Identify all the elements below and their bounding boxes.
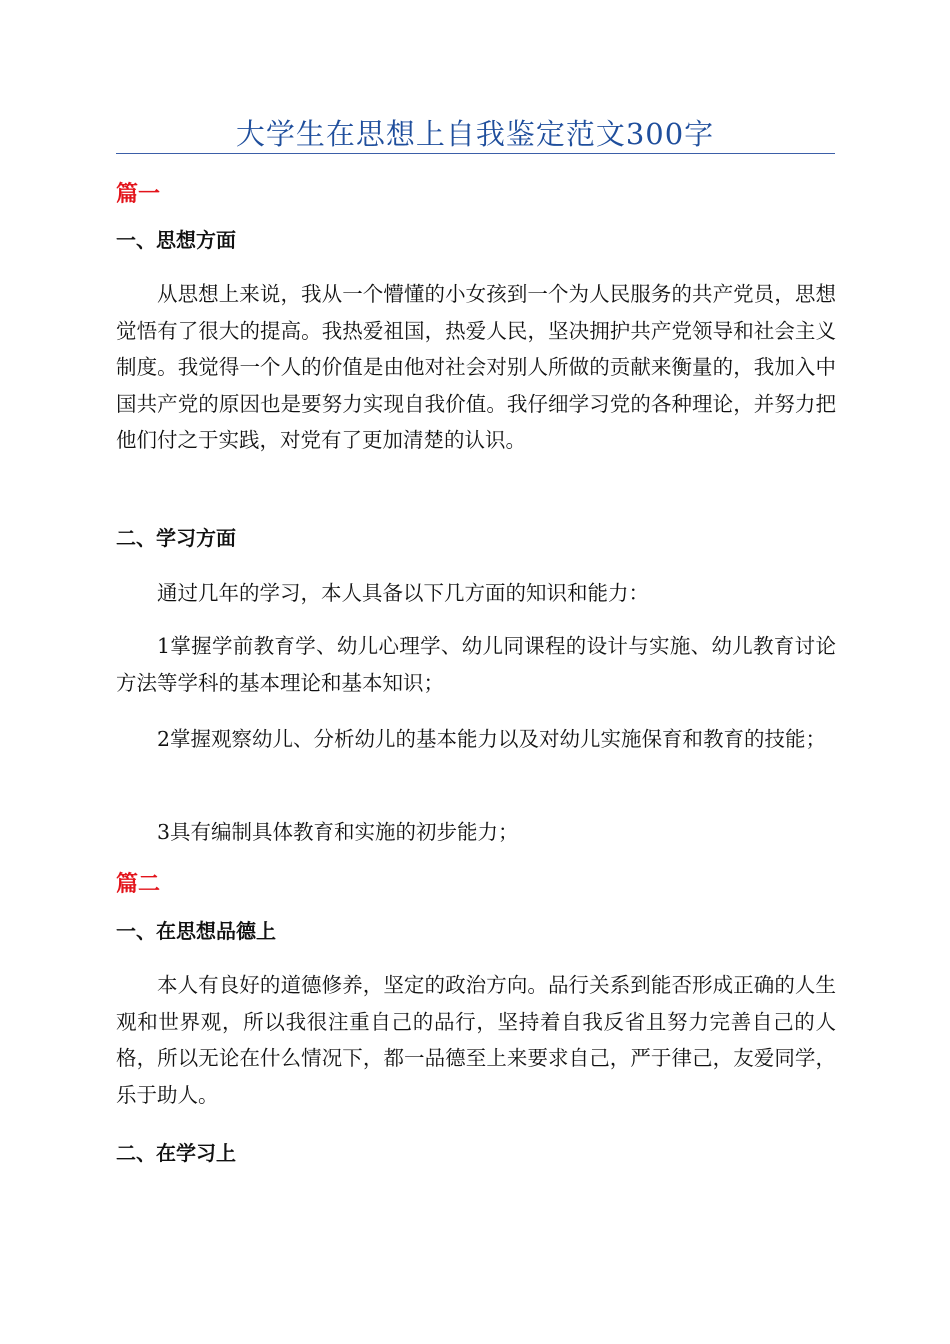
section-thought-heading: 一、思想方面	[116, 228, 236, 252]
document-title: 大学生在思想上自我鉴定范文300字	[235, 117, 715, 151]
section-thought-paragraph: 从思想上来说，我从一个懵懂的小女孩到一个为人民服务的共产党员，思想觉悟有了很大的提高。我热爱祖国，热爱人民，坚决拥护共产党领导和社会主义制度。我觉得一个人的价值是由他对社会对别人所做的贡献来衡量的，我加入中国共产党的原因也是要努力实现自我价值。我仔细学习党的各种理论，并努力把他们付之于实践，对党有了更加清楚的认识。	[116, 282, 836, 452]
section-morality-heading: 一、在思想品德上	[116, 919, 276, 943]
section-morality-paragraph: 本人有良好的道德修养，坚定的政治方向。品行关系到能否形成正确的人生观和世界观，所以我很注重自己的品行，坚持着自我反省且努力完善自己的人格，所以无论在什么情况下，都一品德至上来要求自己，严于律己，友爱同学，乐于助人。	[116, 973, 836, 1107]
title-underline	[116, 153, 835, 154]
part-one-heading: 篇一	[116, 182, 161, 207]
section-learning-heading: 二、在学习上	[116, 1141, 236, 1165]
study-item-1: 1掌握学前教育学、幼儿心理学、幼儿同课程的设计与实施、幼儿教育讨论方法等学科的基本理论和基本知识；	[116, 634, 836, 695]
part-two-heading: 篇二	[116, 872, 161, 897]
study-item-3: 3具有编制具体教育和实施的初步能力；	[157, 820, 519, 844]
section-study-intro: 通过几年的学习，本人具备以下几方面的知识和能力：	[157, 581, 649, 605]
section-study-heading: 二、学习方面	[116, 526, 236, 550]
study-item-2: 2掌握观察幼儿、分析幼儿的基本能力以及对幼儿实施保育和教育的技能；	[157, 727, 827, 751]
